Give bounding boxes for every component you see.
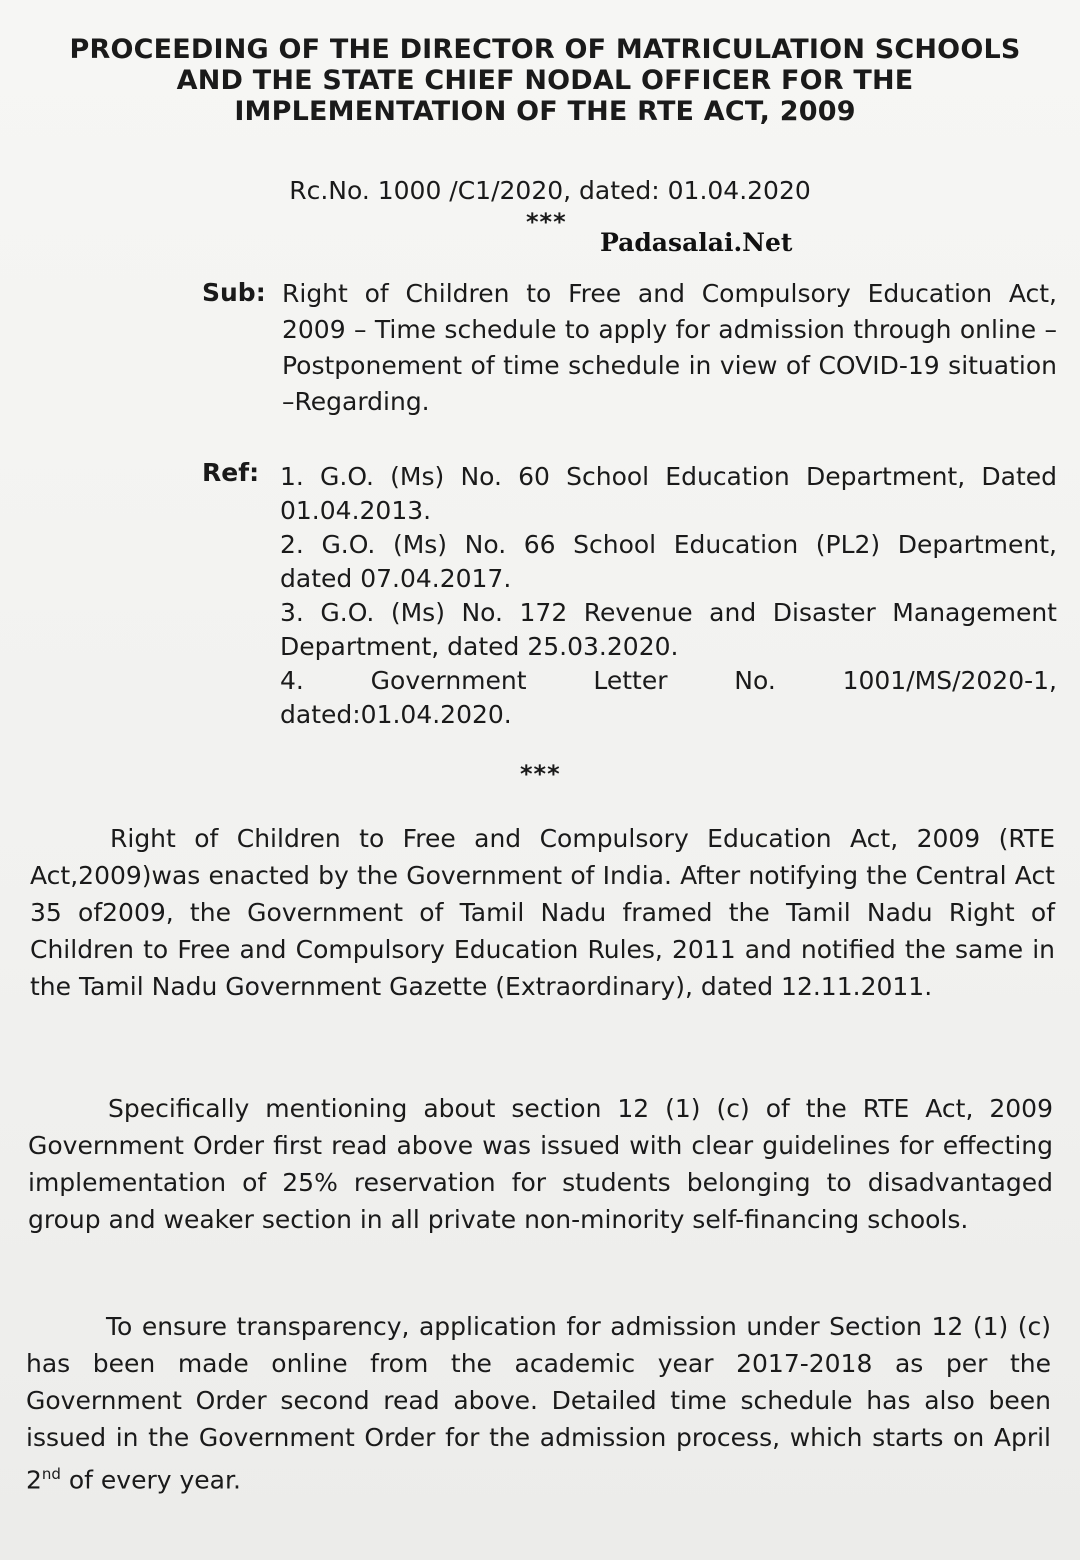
reference-item: 1. G.O. (Ms) No. 60 School Education Department, Dated 01.04.2013.	[280, 462, 1057, 525]
watermark-text: Padasalai.Net	[600, 228, 793, 257]
body-paragraph-2	[28, 1090, 1053, 1238]
heading-line-2: AND THE STATE CHIEF NODAL OFFICER FOR THE	[176, 65, 914, 96]
document-heading	[40, 34, 1050, 127]
reference-item: 4. Government Letter No. 1001/MS/2020-1, dated:01.04.2020.	[280, 666, 1057, 729]
paragraph-3-end: of every year.	[60, 1465, 241, 1495]
references-list	[280, 460, 1057, 732]
reference-number: Rc.No. 1000 /C1/2020, dated: 01.04.2020	[289, 176, 811, 205]
ordinal-suffix: nd	[41, 1465, 61, 1483]
subject-label: Sub:	[202, 278, 266, 307]
paragraph-3-text: To ensure transparency, application for admission under Section 12 (1) (c) has been made online from the academic year 2017-2018 as per the Government Order second read above. Detailed time schedule has also been issued in the Government Order for the admission process, which starts on April 2	[26, 1312, 1051, 1495]
body-paragraph-3	[26, 1308, 1051, 1498]
reference-item: 2. G.O. (Ms) No. 66 School Education (PL2) Department, dated 07.04.2017.	[280, 530, 1057, 593]
references-label: Ref:	[202, 458, 260, 487]
separator-middle: ***	[520, 760, 561, 788]
body-paragraph-1	[30, 820, 1055, 1005]
heading-line-1: PROCEEDING OF THE DIRECTOR OF MATRICULATION SCHOOLS	[69, 34, 1021, 65]
reference-item: 3. G.O. (Ms) No. 172 Revenue and Disaster Management Department, dated 25.03.2020.	[280, 598, 1057, 661]
paragraph-1-text: Right of Children to Free and Compulsory Education Act, 2009 (RTE Act,2009)was enacted by the Government of India. After notifying the Central Act 35 of2009, the Government of Tamil Nadu framed the Tamil Nadu Right of Children to Free and Compulsory Education Rules, 2011 and notified the same in the Tamil Nadu Government Gazette (Extraordinary), dated 12.11.2011.	[30, 824, 1055, 1001]
subject-text: Right of Children to Free and Compulsory Education Act, 2009 – Time schedule to apply for admission through online – Postponement of time schedule in view of COVID-19 situation –Regarding.	[282, 279, 1057, 416]
heading-line-3: IMPLEMENTATION OF THE RTE ACT, 2009	[234, 96, 856, 127]
paragraph-2-text: Specifically mentioning about section 12 (1) (c) of the RTE Act, 2009 Government Order first read above was issued with clear guidelines for effecting implementation of 25% reservation for students belonging to disadvantaged group and weaker section in all private non-minority self-financing schools.	[28, 1094, 1053, 1234]
separator-top: ***	[526, 208, 567, 236]
